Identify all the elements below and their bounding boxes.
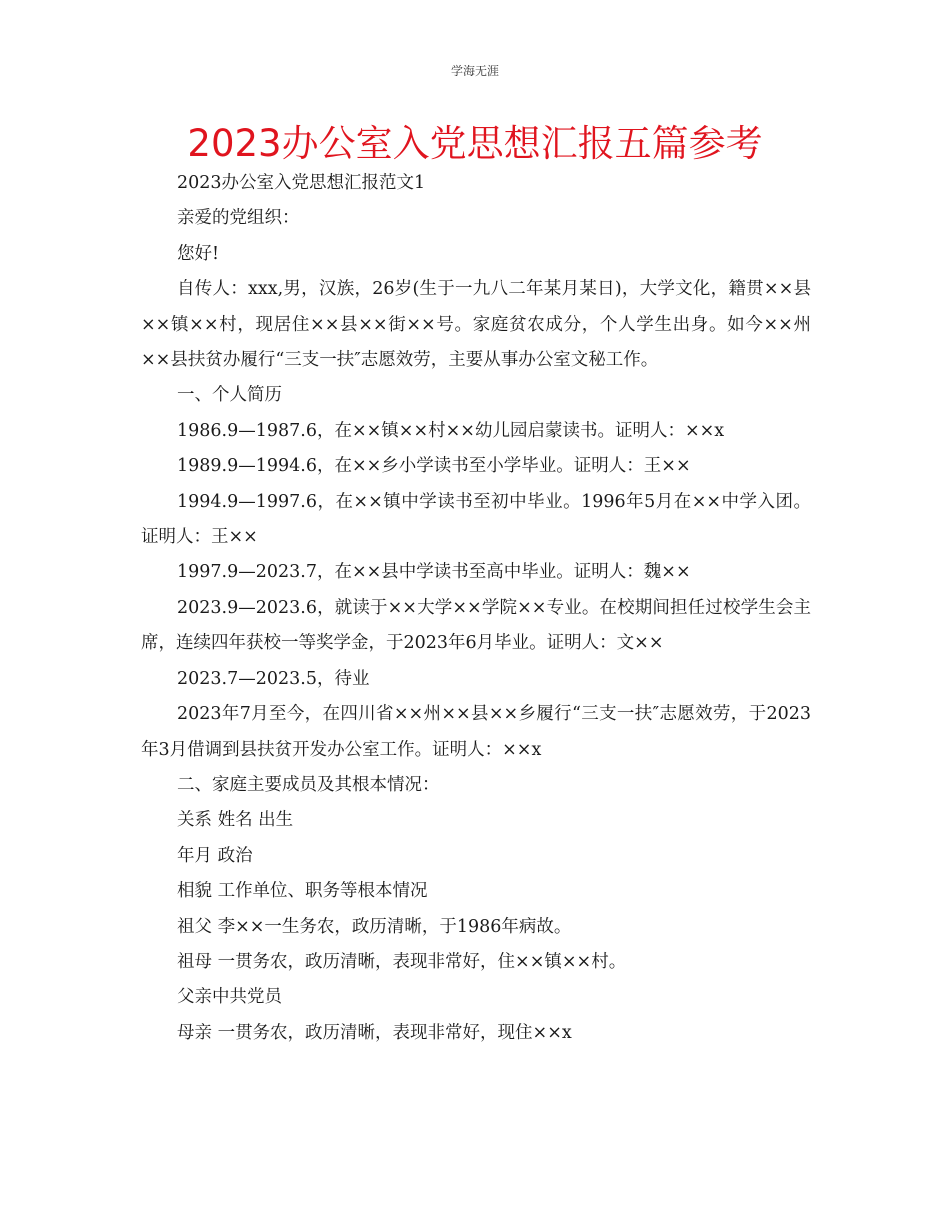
paragraph: 相貌 工作单位、职务等根本情况 [177,881,428,902]
paragraph: 1989.9—1994.6，在××乡小学读书至小学毕业。证明人：王×× [177,456,691,477]
paragraph: 自传人：xxx,男，汉族，26岁(生于一九八二年某月某日)，大学文化，籍贯××县××镇××村，现居住××县××街××号。家庭贫农成分，个人学生出身。如今××州××县扶贫办履行“三支一扶″志愿效劳，主要从事办公室文秘工作。 [141,279,811,371]
paragraph: 1997.9—2023.7，在××县中学读书至高中毕业。证明人：魏×× [177,562,691,583]
paragraph: 2023.7—2023.5，待业 [177,668,370,689]
paragraph: 一、个人简历 [177,385,282,406]
paragraph: 亲爱的党组织： [177,208,300,229]
paragraph: 二、家庭主要成员及其根本情况： [177,774,440,795]
paragraph: 祖母 一贯务农，政历清晰，表现非常好，住××镇××村。 [177,951,627,972]
paragraph: 2023年7月至今，在四川省××州××县××乡履行“三支一扶″志愿效劳，于2023年3月借调到县扶贫开发办公室工作。证明人：××x [141,704,811,760]
paragraph: 关系 姓名 出生 [177,810,294,831]
page-header: 学海无涯 [450,64,499,78]
document-title: 2023办公室入党思想汇报五篇参考 [187,122,763,165]
paragraph: 您好! [177,243,220,264]
paragraph: 父亲中共党员 [177,987,282,1008]
paragraph: 年月 政治 [177,845,253,866]
paragraph: 祖父 李××一生务农，政历清晰，于1986年病故。 [177,916,572,937]
paragraph: 2023办公室入党思想汇报范文1 [177,173,426,193]
paragraph: 1994.9—1997.6，在××镇中学读书至初中毕业。1996年5月在××中学入团。证明人：王×× [141,491,811,548]
paragraph: 2023.9—2023.6，就读于××大学××学院××专业。在校期间担任过校学生会主席，连续四年获校一等奖学金，于2023年6月毕业。证明人：文×× [141,597,811,654]
document-body [141,166,811,1051]
paragraph: 母亲 一贯务农，政历清晰，表现非常好，现住××x [177,1022,572,1043]
paragraph: 1986.9—1987.6，在××镇××村××幼儿园启蒙读书。证明人：××x [177,420,725,441]
